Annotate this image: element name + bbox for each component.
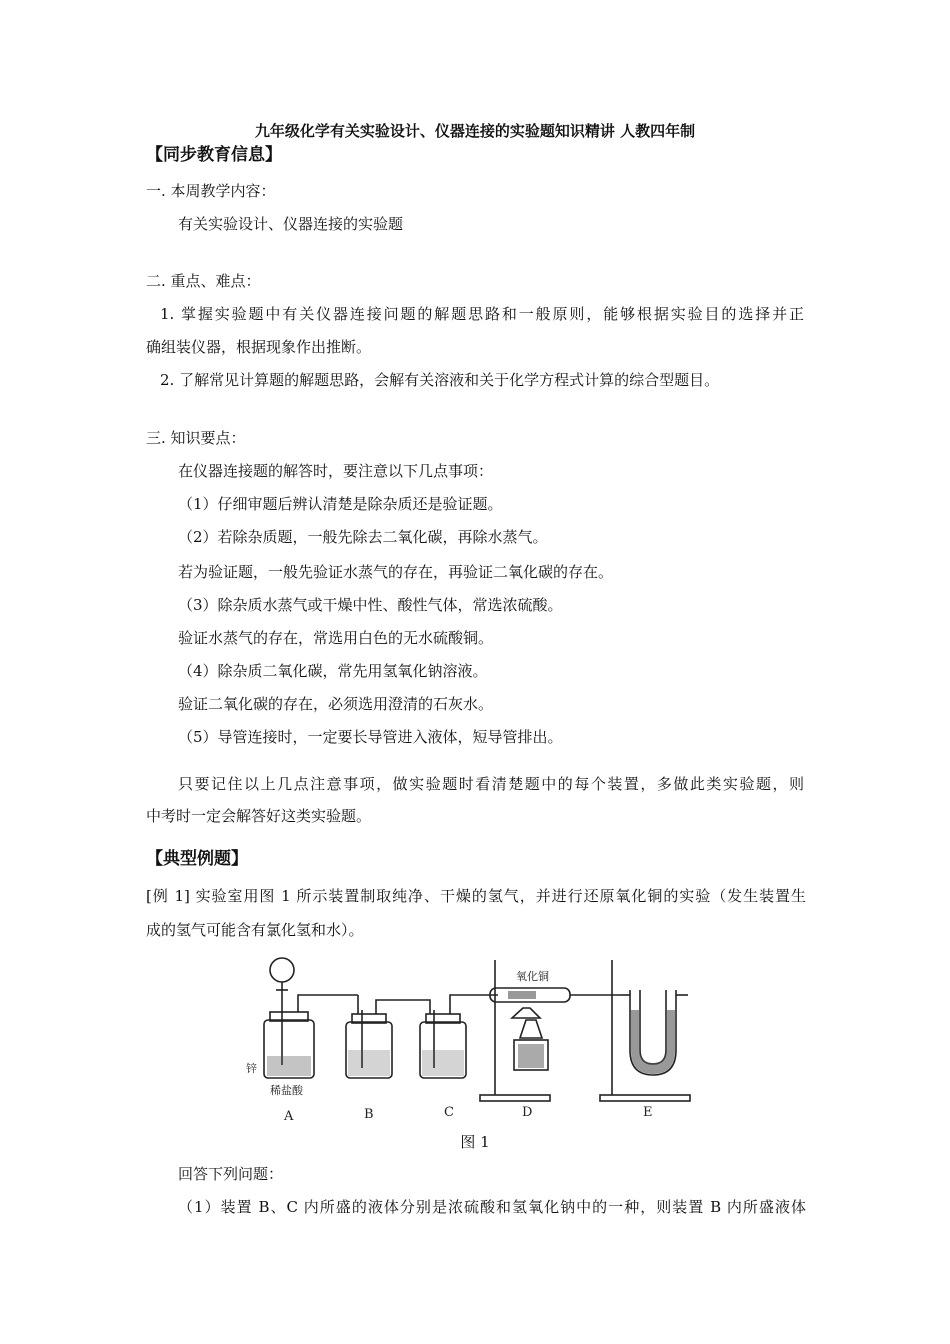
document-title: 九年级化学有关实验设计、仪器连接的实验题知识精讲 人教四年制 — [254, 122, 696, 140]
knowledge-intro: 在仪器连接题的解答时，要注意以下几点事项： — [178, 462, 494, 480]
key-point-1-line2: 确组装仪器，根据现象作出推断。 — [146, 338, 372, 356]
knowledge-item-4: （4）除杂质二氧化碳，常先用氢氧化钠溶液。 — [178, 662, 488, 680]
knowledge-item-3b: 验证水蒸气的存在，常选用白色的无水硫酸铜。 — [178, 629, 494, 647]
label-c: C — [444, 1105, 454, 1120]
figure-caption: 图 1 — [460, 1133, 490, 1151]
knowledge-item-2: （2）若除杂质题，一般先除去二氧化碳，再除水蒸气。 — [178, 528, 548, 546]
knowledge-item-1: （1）仔细审题后辨认清楚是除杂质还是验证题。 — [178, 495, 503, 513]
label-d: D — [522, 1105, 533, 1120]
heading-key-points: 二. 重点、难点： — [146, 272, 261, 290]
answer-intro: 回答下列问题： — [178, 1165, 284, 1183]
knowledge-item-2b: 若为验证题，一般先验证水蒸气的存在，再验证二氧化碳的存在。 — [178, 563, 614, 581]
knowledge-summary-line2: 中考时一定会解答好这类实验题。 — [146, 807, 372, 825]
label-e: E — [643, 1105, 653, 1120]
funnel-bulb — [270, 958, 294, 982]
label-b: B — [364, 1107, 374, 1122]
knowledge-item-3: （3）除杂质水蒸气或干燥中性、酸性气体，常选浓硫酸。 — [178, 596, 563, 614]
label-copper-oxide: 氧化铜 — [516, 970, 549, 983]
section-heading-sync: 【同步教育信息】 — [146, 145, 282, 165]
example-1-line2: 成的氢气可能含有氯化氢和水）。 — [146, 921, 364, 939]
section-heading-examples: 【典型例题】 — [146, 849, 248, 869]
label-zinc: 锌 — [246, 1062, 257, 1075]
knowledge-summary-line1: 只要记住以上几点注意事项，做实验题时看清楚题中的每个装置，多做此类实验题，则 — [178, 775, 804, 793]
label-a: A — [284, 1109, 294, 1124]
knowledge-item-5: （5）导管连接时，一定要长导管进入液体，短导管排出。 — [178, 728, 563, 746]
label-dilute-hcl: 稀盐酸 — [270, 1084, 303, 1097]
heading-knowledge: 三. 知识要点： — [146, 429, 246, 447]
weekly-content-text: 有关实验设计、仪器连接的实验题 — [178, 215, 404, 233]
apparatus-figure — [240, 950, 700, 1130]
knowledge-item-4b: 验证二氧化碳的存在，必须选用澄清的石灰水。 — [178, 695, 494, 713]
key-point-1-line1: 1. 掌握实验题中有关仪器连接问题的解题思路和一般原则，能够根据实验目的选择并正 — [160, 305, 804, 323]
example-1-line1: [例 1] 实验室用图 1 所示装置制取纯净、干燥的氢气，并进行还原氧化铜的实验（发生装置生 — [146, 887, 806, 905]
key-point-2: 2. 了解常见计算题的解题思路，会解有关溶液和关于化学方程式计算的综合型题目。 — [160, 371, 720, 389]
question-1: （1）装置 B、C 内所盛的液体分别是浓硫酸和氢氧化钠中的一种，则装置 B 内所盛液体 — [178, 1198, 806, 1216]
heading-weekly-content: 一. 本周教学内容： — [146, 182, 276, 200]
